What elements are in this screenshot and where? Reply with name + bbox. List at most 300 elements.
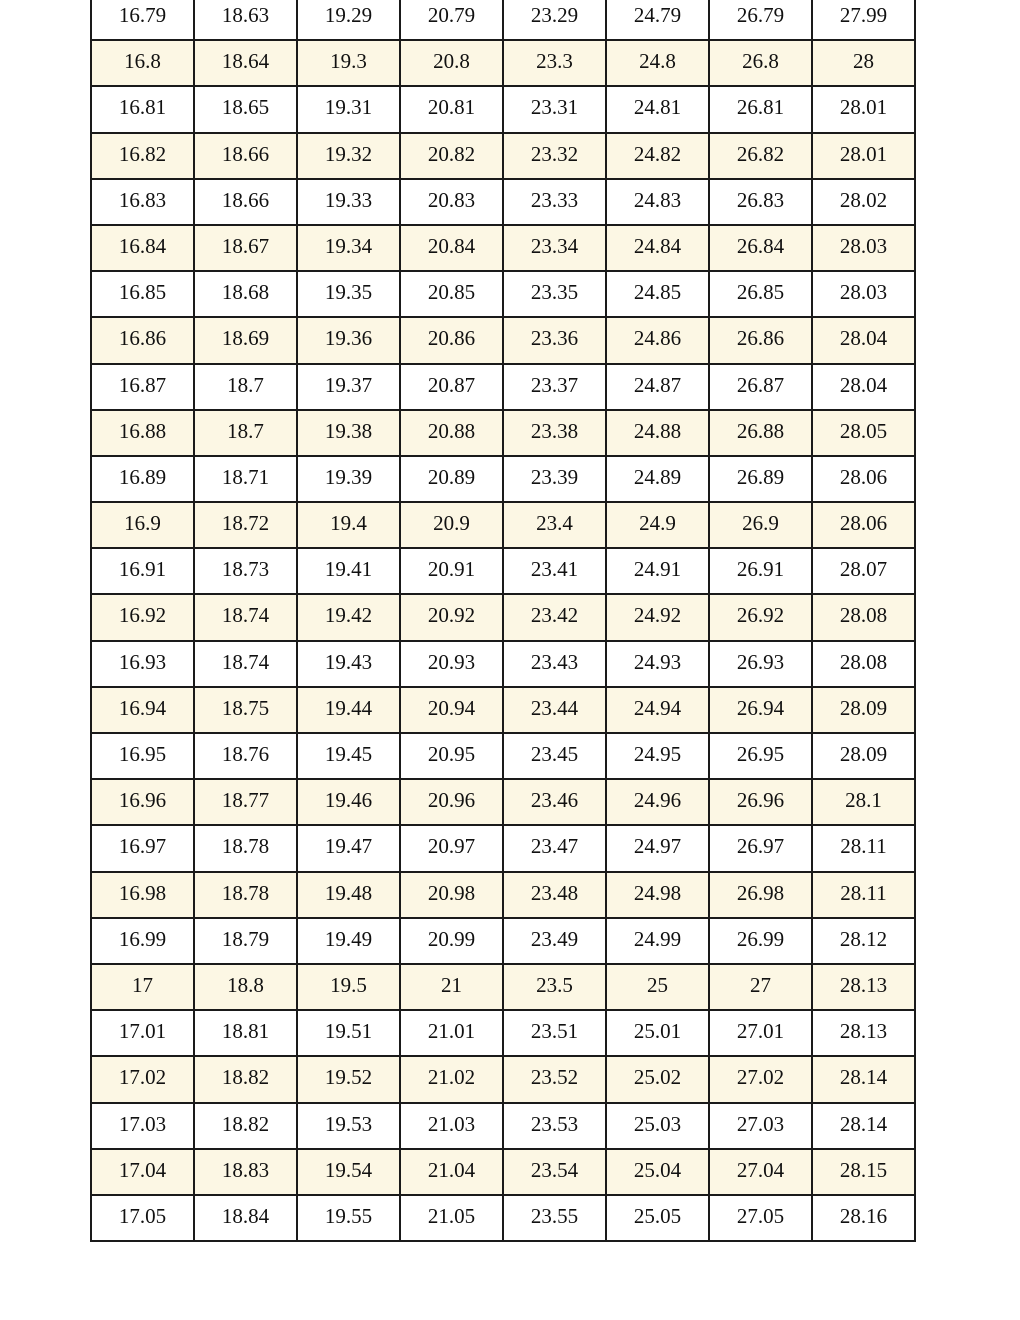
table-cell [606,133,709,179]
cell-value: 26.96 [736,788,785,813]
table-cell [400,364,503,410]
cell-value: 17.05 [118,1203,167,1228]
cell-value: 16.96 [118,788,167,813]
cell-value: 16.97 [118,834,167,859]
cell-value: 28.02 [839,187,888,212]
table-cell [503,733,606,779]
cell-value: 17.03 [118,1111,167,1136]
table-cell [606,1010,709,1056]
cell-value: 17.01 [118,1019,167,1044]
cell-value: 18.82 [221,1111,270,1136]
table-cell [606,1149,709,1195]
cell-value: 27.03 [736,1111,785,1136]
table-cell [503,317,606,363]
cell-value: 20.86 [427,326,476,351]
cell-value: 28.07 [839,557,888,582]
table-cell [503,364,606,410]
cell-value: 18.78 [221,880,270,905]
cell-value: 28.06 [839,511,888,536]
cell-value: 25.01 [633,1019,682,1044]
table-cell [606,687,709,733]
cell-value: 21.05 [427,1203,476,1228]
cell-value: 18.71 [221,464,270,489]
table-cell [297,364,400,410]
cell-value: 28.12 [839,926,888,951]
cell-value: 23.43 [530,649,579,674]
table-cell [400,687,503,733]
cell-value: 18.75 [221,695,270,720]
table-row [91,733,915,779]
table-cell [812,410,915,456]
cell-value: 23.47 [530,834,579,859]
table-cell [400,872,503,918]
cell-value: 23.53 [530,1111,579,1136]
cell-value: 16.84 [118,233,167,258]
table-cell [297,86,400,132]
cell-value: 18.67 [221,233,270,258]
table-row [91,1195,915,1241]
table-cell [709,964,812,1010]
cell-value: 19.55 [324,1203,373,1228]
cell-value: 18.76 [221,742,270,766]
cell-value: 18.79 [221,926,270,951]
cell-value: 19.36 [324,326,373,351]
table-cell [400,1149,503,1195]
cell-value: 20.8 [433,49,470,74]
cell-value: 26.99 [736,926,785,951]
table-cell [812,733,915,779]
table-cell [91,225,194,271]
table-cell [503,918,606,964]
table-cell [606,225,709,271]
table-row [91,964,915,1010]
cell-value: 16.87 [118,372,167,397]
table-cell [812,1056,915,1102]
cell-value: 18.81 [221,1019,270,1044]
cell-value: 18.84 [221,1203,270,1228]
table-cell [400,641,503,687]
cell-value: 18.64 [221,49,270,74]
table-cell [812,1195,915,1241]
data-table [90,0,916,1242]
cell-value: 26.81 [736,95,785,120]
table-cell [812,779,915,825]
table-row [91,456,915,502]
cell-value: 23.3 [536,49,573,74]
table-cell [297,317,400,363]
table-cell [91,1103,194,1149]
table-cell [194,733,297,779]
cell-value: 18.66 [221,141,270,166]
cell-value: 19.29 [324,3,373,27]
cell-value: 20.85 [427,280,476,305]
cell-value: 23.29 [530,3,579,27]
cell-value: 19.52 [324,1065,373,1090]
cell-value: 26.9 [742,511,779,536]
table-cell [606,918,709,964]
cell-value: 28.04 [839,372,888,397]
cell-value: 24.89 [633,464,682,489]
table-cell [297,687,400,733]
cell-value: 19.44 [324,695,373,720]
cell-value: 25.02 [633,1065,682,1090]
table-cell [194,86,297,132]
table-cell [194,548,297,594]
table-row [91,1056,915,1102]
table-row [91,271,915,317]
table-cell [91,825,194,871]
table-cell [606,733,709,779]
table-cell [400,733,503,779]
table-cell [812,964,915,1010]
table-cell [606,40,709,86]
table-cell [709,410,812,456]
cell-value: 20.88 [427,418,476,443]
table-cell [91,456,194,502]
cell-value: 16.99 [118,926,167,951]
cell-value: 24.8 [639,49,676,74]
table-row [91,317,915,363]
table-cell [709,271,812,317]
table-cell [503,271,606,317]
cell-value: 20.87 [427,372,476,397]
cell-value: 19.53 [324,1111,373,1136]
table-cell [812,872,915,918]
table-cell [194,918,297,964]
cell-value: 18.66 [221,187,270,212]
table-cell [400,86,503,132]
cell-value: 28.01 [839,141,888,166]
table-cell [709,225,812,271]
cell-value: 23.35 [530,280,579,305]
table-cell [91,86,194,132]
cell-value: 23.42 [530,603,579,628]
table-cell [194,1103,297,1149]
table-cell [812,271,915,317]
table-cell [400,964,503,1010]
table-cell [297,733,400,779]
table-cell [606,179,709,225]
table-cell [709,133,812,179]
cell-value: 28.13 [839,1019,888,1044]
table-cell [812,133,915,179]
table-cell [400,0,503,40]
table-row [91,502,915,548]
cell-value: 20.84 [427,233,476,258]
cell-value: 23.37 [530,372,579,397]
table-cell [91,179,194,225]
cell-value: 28.08 [839,649,888,674]
table-cell [400,548,503,594]
table-cell [606,317,709,363]
cell-value: 20.81 [427,95,476,120]
cell-value: 19.5 [330,972,367,997]
table-cell [503,456,606,502]
table-cell [812,548,915,594]
table-cell [400,918,503,964]
table-cell [503,410,606,456]
cell-value: 26.85 [736,280,785,305]
table-cell [812,825,915,871]
table-cell [91,1149,194,1195]
table-cell [297,779,400,825]
cell-value: 26.92 [736,603,785,628]
table-row [91,86,915,132]
cell-value: 24.88 [633,418,682,443]
cell-value: 24.91 [633,557,682,582]
table-cell [709,687,812,733]
cell-value: 18.73 [221,557,270,582]
table-cell [400,410,503,456]
cell-value: 28.03 [839,233,888,258]
cell-value: 23.49 [530,926,579,951]
cell-value: 23.38 [530,418,579,443]
cell-value: 20.83 [427,187,476,212]
table-cell [812,179,915,225]
table-cell [812,594,915,640]
cell-value: 28.04 [839,326,888,351]
table-cell [297,918,400,964]
table-cell [297,1149,400,1195]
cell-value: 18.78 [221,834,270,859]
cell-value: 18.83 [221,1157,270,1182]
cell-value: 24.82 [633,141,682,166]
cell-value: 23.33 [530,187,579,212]
cell-value: 20.98 [427,880,476,905]
table-cell [709,86,812,132]
table-cell [606,594,709,640]
table-cell [503,779,606,825]
table-row [91,225,915,271]
table-cell [91,918,194,964]
table-cell [503,641,606,687]
table-cell [812,918,915,964]
table-cell [503,0,606,40]
cell-value: 24.81 [633,95,682,120]
cell-value: 24.94 [633,695,682,720]
table-cell [194,594,297,640]
table-cell [297,456,400,502]
cell-value: 23.48 [530,880,579,905]
cell-value: 20.93 [427,649,476,674]
table-cell [606,86,709,132]
cell-value: 20.89 [427,464,476,489]
cell-value: 20.99 [427,926,476,951]
table-cell [194,225,297,271]
table-cell [91,687,194,733]
cell-value: 16.86 [118,326,167,351]
table-cell [709,456,812,502]
table-cell [709,1056,812,1102]
cell-value: 26.84 [736,233,785,258]
table-cell [194,825,297,871]
table-row [91,687,915,733]
cell-value: 20.9 [433,511,470,536]
table-cell [606,410,709,456]
cell-value: 19.37 [324,372,373,397]
table-cell [709,825,812,871]
cell-value: 19.4 [330,511,367,536]
cell-value: 20.95 [427,742,476,766]
table-cell [297,179,400,225]
cell-value: 19.43 [324,649,373,674]
table-cell [812,86,915,132]
cell-value: 20.82 [427,141,476,166]
cell-value: 23.52 [530,1065,579,1090]
table-cell [606,872,709,918]
table-cell [194,1056,297,1102]
table-cell [297,410,400,456]
table-cell [709,364,812,410]
table-cell [709,317,812,363]
cell-value: 26.94 [736,695,785,720]
cell-value: 16.88 [118,418,167,443]
cell-value: 23.55 [530,1203,579,1228]
table-cell [91,502,194,548]
table-row [91,364,915,410]
table-cell [297,825,400,871]
table-cell [606,0,709,40]
cell-value: 27.04 [736,1157,785,1182]
cell-value: 28.15 [839,1157,888,1182]
cell-value: 27.01 [736,1019,785,1044]
cell-value: 28.16 [839,1203,888,1228]
cell-value: 19.38 [324,418,373,443]
cell-value: 28.14 [839,1065,888,1090]
table-cell [709,502,812,548]
table-cell [812,456,915,502]
cell-value: 28 [853,49,874,74]
cell-value: 28.11 [840,880,887,905]
table-cell [297,1056,400,1102]
table-cell [194,410,297,456]
table-cell [709,1195,812,1241]
table-cell [194,133,297,179]
cell-value: 19.41 [324,557,373,582]
table-row [91,594,915,640]
table-cell [91,410,194,456]
table-cell [297,1010,400,1056]
cell-value: 18.65 [221,95,270,120]
cell-value: 24.99 [633,926,682,951]
cell-value: 28.03 [839,280,888,305]
cell-value: 28.14 [839,1111,888,1136]
cell-value: 24.9 [639,511,676,536]
cell-value: 26.79 [736,3,785,27]
cell-value: 26.98 [736,880,785,905]
table-cell [400,825,503,871]
cell-value: 24.87 [633,372,682,397]
table-cell [194,271,297,317]
cell-value: 21.01 [427,1019,476,1044]
cell-value: 18.68 [221,280,270,305]
table-cell [709,1010,812,1056]
cell-value: 26.91 [736,557,785,582]
table-cell [812,0,915,40]
table-cell [709,0,812,40]
cell-value: 19.47 [324,834,373,859]
cell-value: 23.51 [530,1019,579,1044]
cell-value: 19.46 [324,788,373,813]
cell-value: 23.34 [530,233,579,258]
cell-value: 20.94 [427,695,476,720]
cell-value: 17.02 [118,1065,167,1090]
cell-value: 19.33 [324,187,373,212]
table-row [91,779,915,825]
cell-value: 19.42 [324,603,373,628]
cell-value: 18.72 [221,511,270,536]
cell-value: 23.4 [536,511,573,536]
table-cell [400,456,503,502]
table-cell [503,1103,606,1149]
table-cell [91,364,194,410]
table-cell [503,1149,606,1195]
table-row [91,0,915,40]
table-cell [812,364,915,410]
cell-value: 18.7 [227,372,264,397]
cell-value: 16.98 [118,880,167,905]
cell-value: 23.54 [530,1157,579,1182]
table-cell [91,872,194,918]
table-cell [91,0,194,40]
cell-value: 26.89 [736,464,785,489]
table-cell [812,1149,915,1195]
table-cell [194,1195,297,1241]
table-cell [400,1195,503,1241]
cell-value: 16.95 [118,742,167,766]
table-cell [812,502,915,548]
table-cell [606,502,709,548]
cell-value: 17.04 [118,1157,167,1182]
table-cell [606,364,709,410]
table-cell [606,641,709,687]
table-cell [503,133,606,179]
table-row [91,641,915,687]
cell-value: 26.82 [736,141,785,166]
table-cell [812,40,915,86]
cell-value: 23.5 [536,972,573,997]
table-cell [606,456,709,502]
cell-value: 18.8 [227,972,264,997]
table-cell [606,548,709,594]
cell-value: 21 [441,972,462,997]
table-cell [400,317,503,363]
table-row [91,179,915,225]
cell-value: 16.93 [118,649,167,674]
table-cell [709,1103,812,1149]
table-cell [709,179,812,225]
table-cell [709,733,812,779]
table-cell [194,364,297,410]
table-cell [194,0,297,40]
table-cell [400,40,503,86]
table-cell [91,271,194,317]
table-row [91,825,915,871]
cell-value: 16.82 [118,141,167,166]
table-cell [503,40,606,86]
cell-value: 27 [750,972,771,997]
cell-value: 27.05 [736,1203,785,1228]
table-cell [503,1056,606,1102]
table-cell [503,964,606,1010]
cell-value: 28.09 [839,742,888,766]
table-cell [503,86,606,132]
table-cell [297,641,400,687]
cell-value: 17 [132,972,153,997]
table-cell [400,502,503,548]
cell-value: 24.92 [633,603,682,628]
cell-value: 25.05 [633,1203,682,1228]
